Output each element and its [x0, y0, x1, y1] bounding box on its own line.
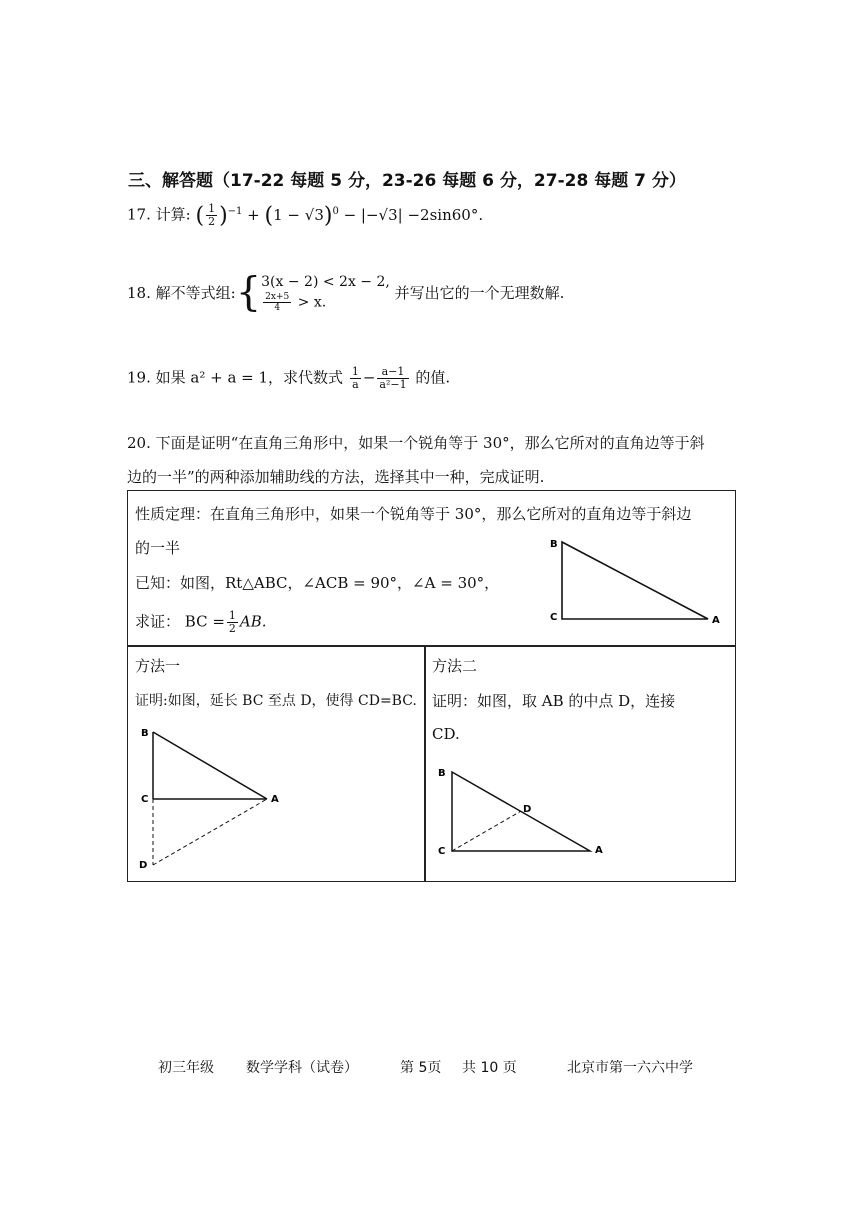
- q18-line1: 3(x − 2) < 2x − 2,: [261, 274, 390, 290]
- vertex-d-label: D: [139, 860, 148, 871]
- vertex-d-label: D: [523, 804, 532, 815]
- q20-line1: 20. 下面是证明“在直角三角形中，如果一个锐角等于 30°，那么它所对的直角边等于斜: [127, 434, 705, 452]
- q19-f2-numerator: a−1: [377, 366, 408, 379]
- method2-title: 方法二: [432, 657, 478, 675]
- theorem-given: 已知：如图，Rt△ABC，∠ACB = 90°，∠A = 30°，: [135, 574, 500, 592]
- q17-tail: −2sin60°.: [407, 205, 484, 224]
- vertex-b-label: B: [438, 768, 446, 779]
- vertex-b-label: B: [141, 728, 149, 739]
- method1-text: 证明:如图，延长 BC 至点 D，使得 CD=BC.: [135, 693, 417, 709]
- method2-diagram: [435, 760, 615, 860]
- section-title: 三、解答题（17-22 每题 5 分，23-26 每题 6 分，27-28 每题 7 分）: [128, 171, 686, 191]
- vertex-b-label: B: [550, 539, 558, 550]
- segment-da-dashed: [153, 799, 267, 865]
- vertex-c-label: C: [141, 794, 149, 805]
- vertex-a-label: A: [271, 794, 279, 805]
- vertex-a-label: A: [595, 845, 603, 856]
- prove-numerator: 1: [228, 609, 236, 622]
- segment-cd-dashed: [452, 811, 521, 851]
- method1-title: 方法一: [135, 657, 181, 675]
- q19-condition: a² + a = 1，求代数式: [190, 368, 344, 387]
- q19-f1-denominator: a: [352, 378, 359, 391]
- q20-line2: 边的一半”的两种添加辅助线的方法，选择其中一种，完成证明.: [127, 468, 545, 486]
- question-19: 19. 如果 a² + a = 1，求代数式 $\frac{1}{a}$ − $\frac{a-1}{\text{a²−1}}$ 的值.: [127, 365, 451, 391]
- q17-prefix: 17. 计算:: [127, 205, 191, 224]
- q19-suffix: 的值.: [415, 368, 451, 387]
- theorem-line1: 性质定理：在直角三角形中，如果一个锐角等于 30°，那么它所对的直角边等于斜边: [135, 505, 692, 523]
- prove-suffix: AB.: [239, 612, 267, 631]
- question-17: [127, 203, 483, 228]
- method1-diagram: [135, 722, 285, 872]
- q17-expression: ( $\frac{1}{2}$ )$^{-1} + (1 - √3)^0 - |-√3| -2\sin 60^\circ$.: [195, 202, 484, 228]
- vertex-c-label: C: [550, 612, 558, 623]
- q18-line2-rest: > x.: [297, 294, 327, 311]
- triangle-abc: [562, 542, 708, 619]
- method2-text-line2: CD.: [432, 725, 460, 743]
- vertex-c-label: C: [438, 846, 446, 857]
- q18-line2-numerator: 2x+5: [265, 292, 290, 302]
- theorem-prove: [135, 610, 267, 635]
- q18-suffix: 并写出它的一个无理数解.: [394, 284, 565, 302]
- question-18: 18. 解不等式组:{ 3(x − 2) < 2x − 2, $\frac{2x+5}{4}$ > x. 并写出它的一个无理数解.: [127, 269, 565, 316]
- q19-f1-numerator: 1: [351, 365, 359, 378]
- theorem-line2: 的一半: [135, 539, 181, 557]
- footer-page: 第 5页: [400, 1060, 442, 1076]
- footer-grade: 初三年级: [158, 1060, 214, 1076]
- method2-text-line1: 证明：如图，取 AB 的中点 D，连接: [432, 692, 676, 710]
- prove-prefix: 求证： BC =: [135, 612, 225, 631]
- theorem-triangle-diagram: [540, 535, 730, 630]
- q18-line2-denominator: 4: [274, 303, 281, 313]
- footer-total: 共 10 页: [462, 1060, 517, 1076]
- q19-f2-denominator: a²−1: [379, 378, 407, 391]
- vertex-a-label: A: [712, 615, 720, 626]
- footer-subject: 数学学科（试卷）: [246, 1060, 358, 1076]
- segment-ba: [153, 732, 267, 799]
- prove-denominator: 2: [228, 622, 236, 635]
- q19-prefix: 19. 如果: [127, 368, 186, 387]
- footer-school: 北京市第一六六中学: [567, 1060, 693, 1076]
- q18-prefix: 18. 解不等式组:: [127, 284, 236, 302]
- q18-system: [261, 272, 390, 313]
